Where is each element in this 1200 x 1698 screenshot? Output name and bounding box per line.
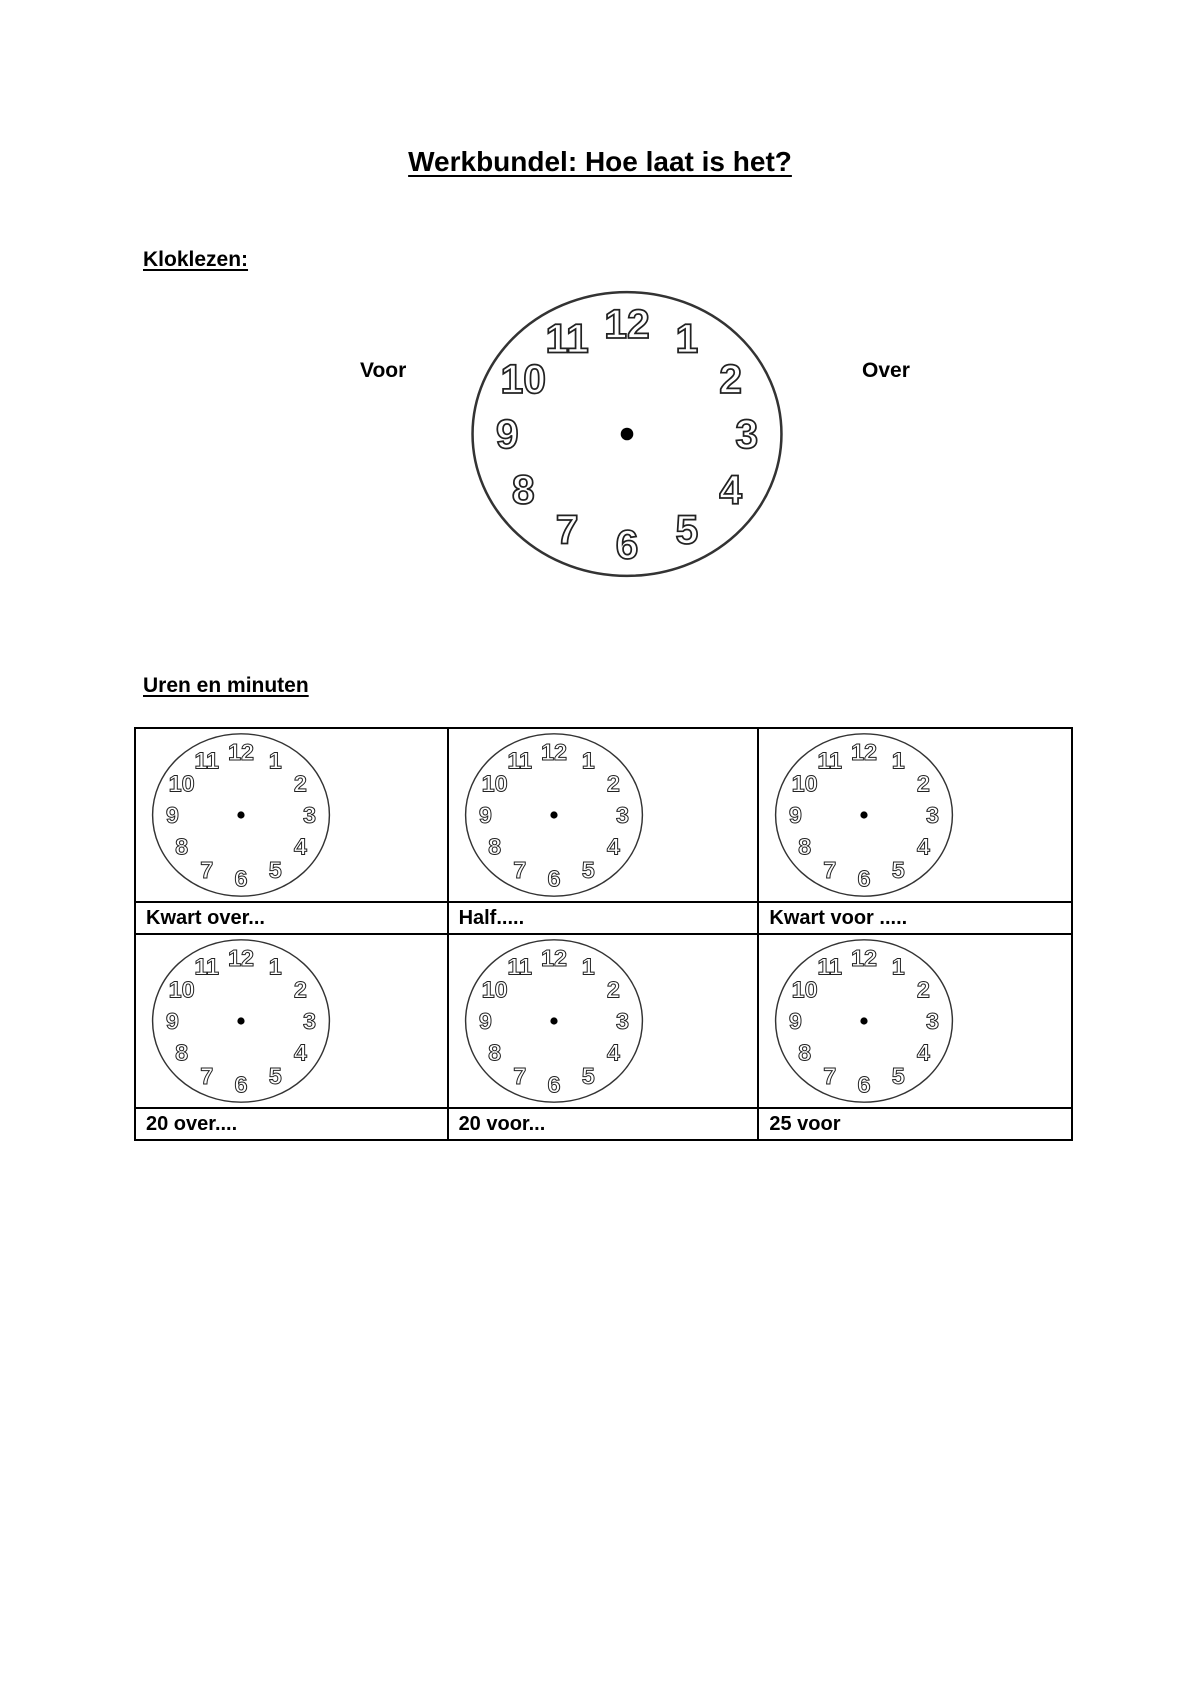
clock-center-dot (550, 1017, 557, 1024)
exercise-label[interactable]: Half..... (448, 902, 759, 934)
clock-numeral: 6 (857, 865, 871, 892)
clock-numeral: 3 (615, 1008, 629, 1035)
clock-numeral: 6 (547, 1071, 561, 1098)
clock-numeral: 9 (165, 802, 179, 829)
exercise-clock-cell (448, 934, 759, 1108)
clock-face-icon (768, 732, 960, 898)
clock-numeral: 11 (506, 953, 532, 980)
clock-numeral: 1 (892, 747, 906, 774)
label-voor: Voor (360, 359, 407, 382)
clock-numeral: 11 (545, 315, 589, 362)
clock-numeral: 9 (789, 1008, 803, 1035)
clock-numeral: 5 (268, 856, 282, 883)
clock-numeral: 5 (892, 856, 906, 883)
clock-numeral: 2 (719, 356, 743, 403)
clock-center-dot (861, 811, 868, 818)
clock-numeral: 5 (268, 1062, 282, 1089)
clock-numeral: 3 (615, 802, 629, 829)
clock-numeral: 8 (798, 1039, 812, 1066)
clock-numeral: 2 (293, 976, 307, 1003)
clock-numeral: 1 (268, 747, 282, 774)
label-over: Over (862, 359, 910, 382)
clock-numeral: 7 (555, 506, 579, 553)
clock-numeral: 4 (719, 466, 743, 513)
clock-numeral: 3 (926, 1008, 940, 1035)
clock-numeral: 3 (926, 802, 940, 829)
section-heading-kloklezen: Kloklezen: (143, 248, 249, 271)
clock-numeral: 5 (675, 506, 699, 553)
clock-numeral: 8 (798, 833, 812, 860)
clock-numeral: 7 (823, 856, 837, 883)
exercise-label[interactable]: Kwart over... (135, 902, 448, 934)
clock-numeral: 4 (917, 1039, 931, 1066)
clock-numeral: 12 (540, 944, 567, 971)
exercise-clock-cell (135, 934, 448, 1108)
clock-numeral: 10 (500, 356, 547, 403)
large-clock-face-icon (468, 289, 786, 579)
clock-numeral: 12 (851, 944, 878, 971)
clock-numeral: 8 (487, 1039, 501, 1066)
label-row (135, 902, 1072, 934)
clock-numeral: 1 (268, 953, 282, 980)
clock-numeral: 10 (481, 770, 508, 797)
clock-numeral: 9 (478, 802, 492, 829)
clock-numeral: 9 (165, 1008, 179, 1035)
clock-numeral: 6 (547, 865, 561, 892)
clock-numeral: 3 (303, 1008, 317, 1035)
clock-center-dot (550, 811, 557, 818)
clock-numeral: 7 (823, 1062, 837, 1089)
clock-numeral: 5 (892, 1062, 906, 1089)
clock-numeral: 8 (511, 466, 535, 513)
label-row (135, 1108, 1072, 1140)
clock-center-dot (237, 811, 244, 818)
clock-numeral: 11 (194, 747, 220, 774)
clock-numeral: 11 (194, 953, 220, 980)
clock-numeral: 2 (917, 976, 931, 1003)
clock-numeral: 12 (227, 738, 255, 765)
clock-numeral: 1 (892, 953, 906, 980)
clock-numeral: 5 (581, 1062, 595, 1089)
clock-numeral: 4 (606, 833, 620, 860)
clock-row (135, 728, 1072, 902)
clock-numeral: 11 (817, 953, 843, 980)
exercise-label[interactable]: 20 over.... (135, 1108, 448, 1140)
clock-numeral: 1 (581, 747, 595, 774)
clock-center-dot (861, 1017, 868, 1024)
page-title: Werkbundel: Hoe laat is het? (408, 146, 792, 177)
clock-face-icon (768, 938, 960, 1104)
clock-numeral: 1 (675, 315, 699, 362)
clock-numeral: 2 (606, 770, 620, 797)
clock-numeral: 12 (851, 738, 878, 765)
clock-face-icon (458, 732, 650, 898)
section-heading-uren-en-minuten: Uren en minuten (143, 674, 309, 697)
clock-numeral: 1 (581, 953, 595, 980)
clock-numeral: 6 (615, 521, 639, 568)
clock-numeral: 7 (512, 1062, 526, 1089)
clock-numeral: 11 (817, 747, 843, 774)
clock-numeral: 4 (293, 1039, 307, 1066)
exercise-clock-cell (758, 934, 1072, 1108)
clock-numeral: 3 (735, 411, 759, 458)
clock-numeral: 11 (506, 747, 532, 774)
clock-numeral: 12 (604, 300, 650, 347)
clock-numeral: 2 (917, 770, 931, 797)
clock-numeral: 6 (234, 1071, 248, 1098)
clock-numeral: 10 (481, 976, 508, 1003)
clock-numeral: 2 (606, 976, 620, 1003)
clock-numeral: 10 (168, 976, 195, 1003)
exercise-clock-cell (758, 728, 1072, 902)
clock-numeral: 10 (168, 770, 195, 797)
clock-center-dot (237, 1017, 244, 1024)
clock-numeral: 7 (200, 1062, 214, 1089)
clock-numeral: 8 (175, 1039, 189, 1066)
exercise-clock-cell (448, 728, 759, 902)
clock-face-icon (145, 732, 337, 898)
clock-numeral: 7 (200, 856, 214, 883)
exercise-label[interactable]: 20 voor... (448, 1108, 759, 1140)
clock-numeral: 8 (487, 833, 501, 860)
clock-numeral: 5 (581, 856, 595, 883)
exercise-label[interactable]: Kwart voor ..... (758, 902, 1072, 934)
clock-numeral: 4 (917, 833, 931, 860)
clock-numeral: 12 (540, 738, 567, 765)
clock-numeral: 4 (293, 833, 307, 860)
clock-center-dot (621, 428, 634, 441)
clock-numeral: 9 (478, 1008, 492, 1035)
clock-face-icon (458, 938, 650, 1104)
exercise-label[interactable]: 25 voor (758, 1108, 1072, 1140)
clock-numeral: 3 (303, 802, 317, 829)
clock-numeral: 10 (791, 770, 819, 797)
clock-numeral: 6 (234, 865, 248, 892)
clock-numeral: 6 (857, 1071, 871, 1098)
clock-numeral: 9 (495, 411, 519, 458)
exercise-clock-cell (135, 728, 448, 902)
clock-numeral: 12 (227, 944, 255, 971)
clock-numeral: 7 (512, 856, 526, 883)
clock-numeral: 2 (293, 770, 307, 797)
clock-numeral: 10 (791, 976, 819, 1003)
clock-face-icon (145, 938, 337, 1104)
exercise-table (134, 727, 1073, 1141)
clock-row (135, 934, 1072, 1108)
clock-numeral: 9 (789, 802, 803, 829)
clock-numeral: 4 (606, 1039, 620, 1066)
clock-numeral: 8 (175, 833, 189, 860)
